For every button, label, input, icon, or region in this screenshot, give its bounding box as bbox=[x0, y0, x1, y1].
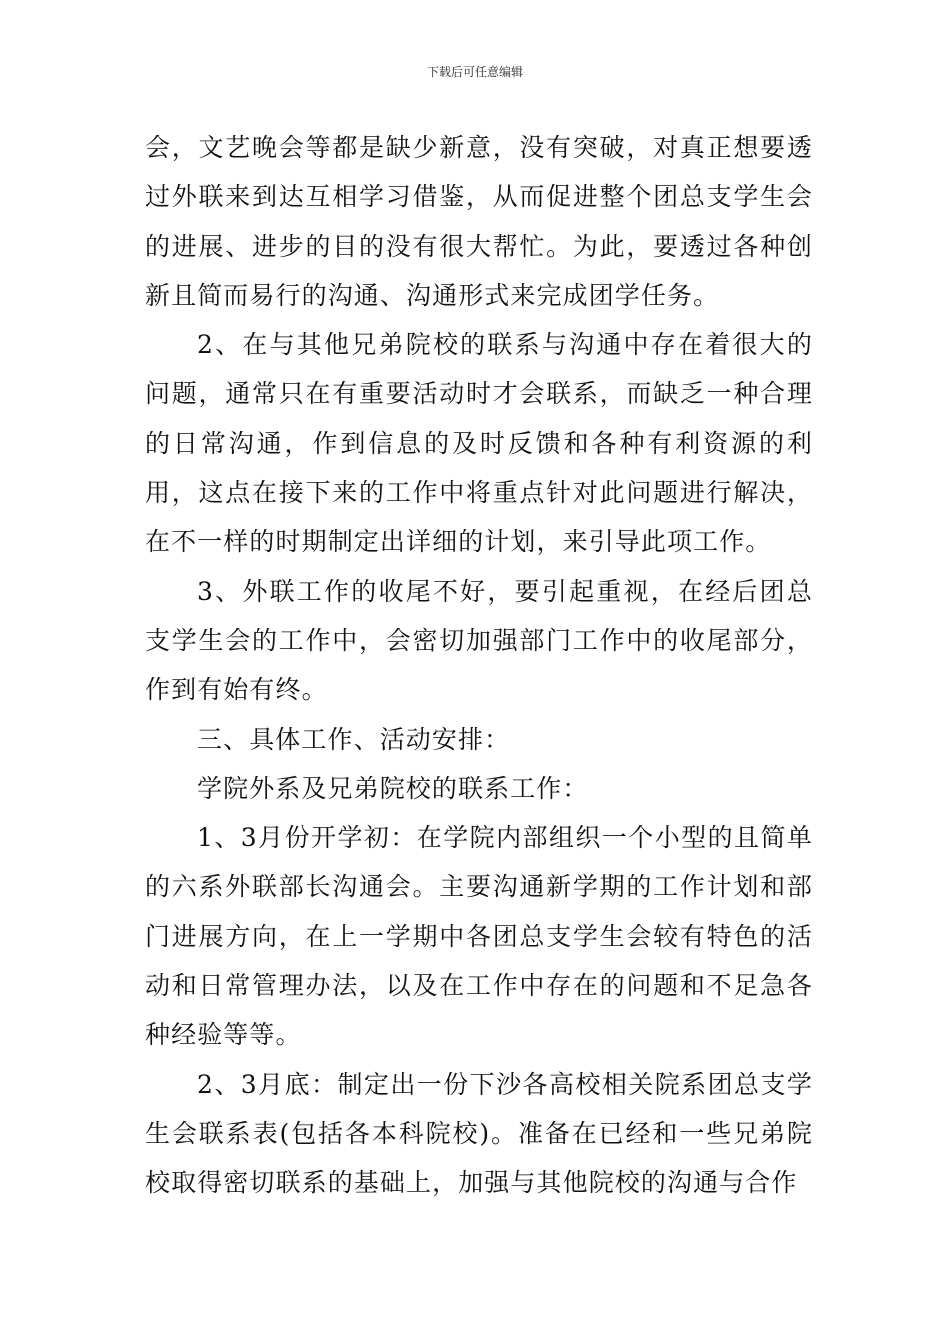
paragraph-plan-2: 2、3月底：制定出一份下沙各高校相关院系团总支学生会联系表(包括各本科院校)。准备在已经和一些兄弟院校取得密切联系的基础上，加强与其他院校的沟通与合作 bbox=[145, 1069, 813, 1198]
paragraph-continuation: 会，文艺晚会等都是缺少新意，没有突破，对真正想要透过外联来到达互相学习借鉴，从而促进整个团总支学生会的进展、进步的目的没有很大帮忙。为此，要透过各种创新且简而易行的沟通、沟通形式来完成团学任务。 bbox=[145, 133, 813, 310]
page-header: 下载后可任意编辑 bbox=[426, 65, 523, 79]
section-heading: 三、具体工作、活动安排： bbox=[197, 724, 511, 754]
paragraph-item-2: 2、在与其他兄弟院校的联系与沟通中存在着很大的问题，通常只在有重要活动时才会联系，而缺乏一种合理的日常沟通，作到信息的及时反馈和各种有利资源的利用，这点在接下来的工作中将重点针对此问题进行解决，在不一样的时期制定出详细的计划，来引导此项工作。 bbox=[145, 330, 813, 557]
paragraph-plan-1: 1、3月份开学初：在学院内部组织一个小型的且简单的六系外联部长沟通会。主要沟通新学期的工作计划和部门进展方向，在上一学期中各团总支学生会较有特色的活动和日常管理办法，以及在工作中存在的问题和不足急各种经验等等。 bbox=[145, 823, 813, 1050]
subsection-heading: 学院外系及兄弟院校的联系工作： bbox=[197, 773, 589, 803]
document-body bbox=[145, 123, 813, 1208]
paragraph-item-3: 3、外联工作的收尾不好，要引起重视，在经后团总支学生会的工作中，会密切加强部门工作中的收尾部分，作到有始有终。 bbox=[145, 576, 813, 705]
